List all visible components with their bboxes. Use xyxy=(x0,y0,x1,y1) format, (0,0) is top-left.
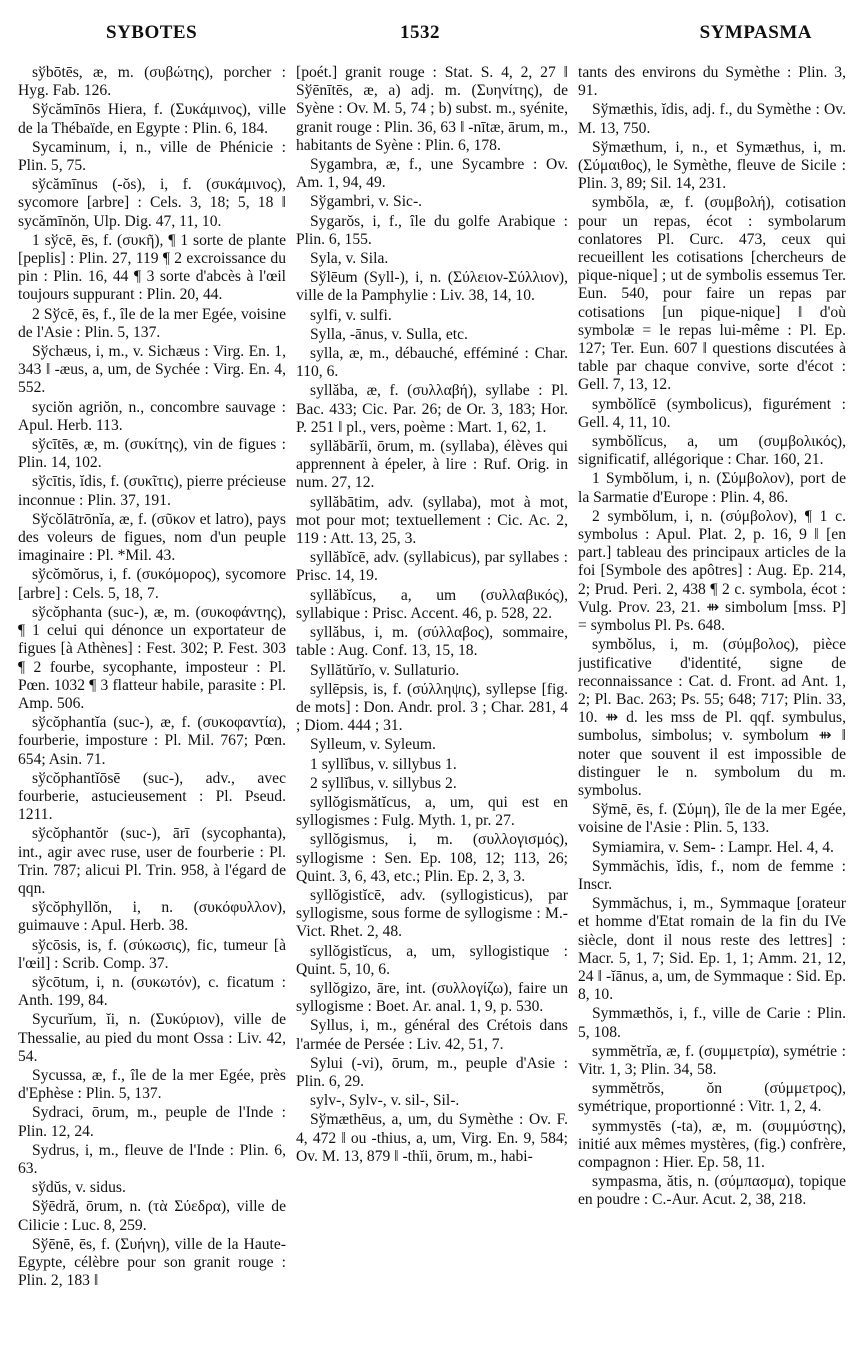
dictionary-entry: sўcămīnus (-ŏs), i, f. (συκάμινος), sycomore [arbre] : Cels. 3, 18; 5, 18 ‖ sycămīnŏn, Ulp. Dig. 47, 11, 10. xyxy=(18,176,286,230)
dictionary-entry: syllăbātim, adv. (syllaba), mot à mot, mot pour mot; textuellement : Cic. Ac. 2, 119 : Att. 13, 25, 3. xyxy=(296,493,568,548)
dictionary-entry: Sygambra, æ, f., une Sycambre : Ov. Am. 1, 94, 49. xyxy=(296,156,568,192)
dictionary-entry: 2 symbŏlum, i, n. (σύμβολον), ¶ 1 c. symbolus : Apul. Plat. 2, p. 16, 9 ‖ [en part.] tableau des principaux articles de la foi [Symbole des apôtres] : Aug. Ep. 214, 2; Prud. Peri. 2, 438 ¶ 2 c. symbola, écot : Vulg. Prov. 23, 21. ⇻ simbolum [mss. P] = symbolus Pl. Ps. 648. xyxy=(578,507,846,635)
dictionary-entry: sўcŏphyllŏn, i, n. (συκόφυλλον), guimauve : Apul. Herb. 38. xyxy=(18,899,286,935)
dictionary-entry: Sycurĭum, ĭi, n. (Συκύριον), ville de Thessalie, au pied du mont Ossa : Liv. 42, 54. xyxy=(18,1011,286,1065)
dictionary-entry: 2 syllĭbus, v. sillybus 2. xyxy=(310,774,457,792)
dictionary-entry: Symmăchus, i, m., Symmaque [orateur et homme d'Etat romain de la fin du IVe siècle, dont il nous reste des lettres] : Macr. 5, 1, 7; Sid. Ep. 1, 1; Amm. 21, 12, 24 ‖ -ĭānus, a, um, de Symmaque : Sid. Ep. 8, 10. xyxy=(578,895,846,1004)
dictionary-entry: sўcŏphantĭa (suc-), æ, f. (συκοφαντία), fourberie, imposture : Pl. Mil. 767; Pœn. 654; Asin. 71. xyxy=(18,714,286,768)
dictionary-entry: Symmæthŏs, i, f., ville de Carie : Plin. 5, 108. xyxy=(578,1005,846,1041)
dictionary-entry: Syllătŭrĭo, v. Sullaturio. xyxy=(310,661,460,679)
running-head xyxy=(44,22,832,48)
dictionary-entry: syllăbĭcus, a, um (συλλαβικός), syllabique : Prisc. Accent. 46, p. 528, 22. xyxy=(296,586,568,622)
dictionary-entry: Sўlēum (Syll-), i, n. (Σύλειον-Σύλλιον), ville de la Pamphylie : Liv. 38, 14, 10. xyxy=(296,269,568,305)
dictionary-entry: syllăba, æ, f. (συλλαβή), syllabe : Pl. Bac. 433; Cic. Par. 26; de Or. 3, 183; Hor. P. 251 ‖ pl., vers, poème : Mart. 1, 62, 1. xyxy=(296,382,568,436)
dictionary-entry: Sygarŏs, i, f., île du golfe Arabique : Plin. 6, 155. xyxy=(296,212,568,248)
dictionary-entry: tants des environs du Symèthe : Plin. 3, 91. xyxy=(578,64,846,100)
dictionary-entry: symbŏlĭcē (symbolicus), figurément : Gell. 4, 11, 10. xyxy=(578,395,846,431)
guide-word-right: SYMPASMA xyxy=(699,22,812,43)
dictionary-entry: Sўgambri, v. Sic-. xyxy=(310,193,423,211)
dictionary-entry: Sўmæthum, i, n., et Symæthus, i, m. (Σύμαιθος), le Symèthe, fleuve de Sicile : Plin. 3, 89; Sil. 14, 231. xyxy=(578,138,846,193)
dictionary-entry: syciŏn agriŏn, n., concombre sauvage : Apul. Herb. 113. xyxy=(18,398,286,434)
dictionary-entry: Sўchæus, i, m., v. Sichæus : Virg. En. 1, 343 ‖ -æus, a, um, de Sychée : Virg. En. 4, 552. xyxy=(18,343,286,397)
dictionary-entry: Sўcŏlātrōnĭa, æ, f. (σῦκον et latro), pays des voleurs de figues, nom d'un peuple imaginaire : Pl. *Mil. 43. xyxy=(18,510,286,565)
dictionary-entry: 1 syllĭbus, v. sillybus 1. xyxy=(310,755,457,773)
dictionary-entry: 2 Sўcē, ēs, f., île de la mer Egée, voisine de l'Asie : Plin. 5, 137. xyxy=(18,305,286,341)
dictionary-entry: 1 sўcē, ēs, f. (συκῆ), ¶ 1 sorte de plante [peplis] : Plin. 27, 119 ¶ 2 excroissance du pin : Plin. 16, 44 ¶ 3 sorte d'abcès à l'œil toujours suppurant : Plin. 20, 44. xyxy=(18,231,286,304)
dictionary-entry: sўcŏmŏrus, i, f. (συκόμορος), sycomore [arbre] : Cels. 5, 18, 7. xyxy=(18,566,286,602)
dictionary-entry: Syllus, i, m., général des Crétois dans l'armée de Persée : Liv. 42, 51, 7. xyxy=(296,1017,568,1053)
dictionary-entry: sympasma, ătis, n. (σύμπασμα), topique en poudre : C.-Aur. Acut. 2, 38, 218. xyxy=(578,1173,846,1209)
dictionary-entry: Symmăchis, ĭdis, f., nom de femme : Inscr. xyxy=(578,857,846,893)
dictionary-entry: syllŏgistĭcē, adv. (syllogisticus), par syllogisme, sous forme de syllogisme : M.-Vict. Rhet. 2, 48. xyxy=(296,886,568,941)
dictionary-entry: sўcŏphantŏr (suc-), ārī (sycophanta), int., agir avec ruse, user de fourberie : Pl. Trin. 787; alicui Pl. Trin. 958, à l'égard de qqn. xyxy=(18,825,286,897)
dictionary-entry: syllŏgismus, i, m. (συλλογισμός), syllogisme : Sen. Ep. 108, 12; 113, 26; Quint. 3, 6, 43, etc.; Plin. Ep. 2, 3, 3. xyxy=(296,831,568,885)
dictionary-entry: syllăbus, i, m. (σύλλαβος), sommaire, table : Aug. Conf. 13, 15, 18. xyxy=(296,624,568,660)
dictionary-entry: sylv-, Sylv-, v. sil-, Sil-. xyxy=(310,1092,460,1110)
dictionary-entry: Sydraci, ōrum, m., peuple de l'Inde : Plin. 12, 24. xyxy=(18,1104,286,1140)
page-number: 1532 xyxy=(400,22,440,43)
entry-columns xyxy=(18,64,846,1352)
dictionary-entry: sўcōsis, is, f. (σύκωσις), fic, tumeur [à l'œil] : Scrib. Comp. 37. xyxy=(18,936,286,972)
guide-word-left: SYBOTES xyxy=(106,22,198,43)
dictionary-entry: sўcŏphantĭōsē (suc-), adv., avec fourberie, astucieusement : Pl. Pseud. 1211. xyxy=(18,769,286,824)
dictionary-entry: sylfi, v. sulfi. xyxy=(310,306,392,324)
dictionary-entry: symbŏla, æ, f. (συμβολή), cotisation pour un repas, écot : symbolarum conlatores Pl. Curc. 473, ceux qui recueillent les cotisations [chercheurs de pique-nique] ; ut de symbolis essemus Ter. Eun. 540, pour faire un repas par cotisations [un pique-nique] ‖ d'où symbolæ = le repas lui-même : Pl. Ep. 127; Ter. Eun. 607 ‖ questions discutées à table par chaque convive, sorte d'écot : Gell. 7, 13, 12. xyxy=(578,194,846,394)
column-left xyxy=(18,64,286,1352)
dictionary-entry: sylla, æ, m., débauché, efféminé : Char. 110, 6. xyxy=(296,345,568,381)
dictionary-entry: Sycaminum, i, n., ville de Phénicie : Plin. 5, 75. xyxy=(18,138,286,175)
dictionary-entry: Sydrus, i, m., fleuve de l'Inde : Plin. 6, 63. xyxy=(18,1141,286,1177)
dictionary-entry: syllŏgistĭcus, a, um, syllogistique : Quint. 5, 10, 6. xyxy=(296,942,568,978)
column-middle xyxy=(296,64,568,1352)
dictionary-entry: Sўēdră, ōrum, n. (τὰ Σύεδρα), ville de Cilicie : Luc. 8, 259. xyxy=(18,1198,286,1234)
dictionary-entry: Sўmæthēus, a, um, du Symèthe : Ov. F. 4, 472 ‖ ou -thius, a, um, Virg. En. 9, 584; Ov. M. 13, 879 ‖ -thĭi, ōrum, m., habi- xyxy=(296,1111,568,1165)
dictionary-entry: Sylleum, v. Syleum. xyxy=(310,736,436,754)
dictionary-entry: Sўmē, ēs, f. (Σύμη), île de la mer Egée, voisine de l'Asie : Plin. 5, 133. xyxy=(578,801,846,837)
dictionary-entry: sўcītis, ĭdis, f. (συκῖτις), pierre précieuse inconnue : Plin. 37, 191. xyxy=(18,473,286,509)
dictionary-entry: syllŏgizo, āre, int. (συλλογίζω), faire un syllogisme : Boet. Ar. anal. 1, 9, p. 530. xyxy=(296,979,568,1016)
column-right xyxy=(578,64,846,1352)
dictionary-entry: Sўēnē, ēs, f. (Συήνη), ville de la Haute-Egypte, célèbre pour son granit rouge : Plin. 2, 183 ‖ xyxy=(18,1235,286,1290)
dictionary-entry: symbŏlĭcus, a, um (συμβολικός), significatif, allégorique : Char. 160, 21. xyxy=(578,433,846,469)
dictionary-entry: symbŏlus, i, m. (σύμβολος), pièce justificative d'identité, signe de reconnaissance : Cat. d. Front. ad Ant. 1, 2; Pl. Bac. 263; Ps. 55; 648; 717; Plin. 33, 10. ⇻ d. les mss de Pl. qqf. symbulus, sumbolus, simbolus; v. symbolum ⇻ ‖ noter que souvent il est impossible de distinguer le n. symbolum du m. symbolus. xyxy=(578,636,846,799)
dictionary-entry: sўcŏphanta (suc-), æ, m. (συκοφάντης), ¶ 1 celui qui dénonce un exportateur de figues [à Athènes] : Fest. 302; P. Fest. 303 ¶ 2 fourbe, sycophante, imposteur : Pl. Pœn. 1032 ¶ 3 flatteur habile, parasite : Pl. Amp. 506. xyxy=(18,603,286,712)
dictionary-entry: symmĕtrŏs, ŏn (σύμμετρος), symétrique, proportionné : Vitr. 1, 2, 4. xyxy=(578,1080,846,1116)
dictionary-entry: Sўcămīnōs Hiera, f. (Συκάμινος), ville de la Thébaïde, en Egypte : Plin. 6, 184. xyxy=(18,101,286,137)
dictionary-entry: syllŏgismătĭcus, a, um, qui est en syllogismes : Fulg. Myth. 1, pr. 27. xyxy=(296,793,568,830)
dictionary-entry: Syla, v. Sila. xyxy=(310,250,389,268)
dictionary-entry: [poét.] granit rouge : Stat. S. 4, 2, 27 ‖ Sўēnītēs, æ, a) adj. m. (Συηνίτης), de Syène : Ov. M. 5, 74 ; b) subst. m., syénite, granit rouge : Plin. 36, 63 ‖ -nītæ, ārum, m., habitants de Syène : Plin. 6, 178. xyxy=(296,64,568,154)
dictionary-entry: Sycussa, æ, f., île de la mer Egée, près d'Ephèse : Plin. 5, 137. xyxy=(18,1066,286,1103)
dictionary-entry: Sylui (-vi), ōrum, m., peuple d'Asie : Plin. 6, 29. xyxy=(296,1054,568,1090)
dictionary-entry: sўcōtum, i, n. (συκωτόν), c. ficatum : Anth. 199, 84. xyxy=(18,973,286,1010)
dictionary-entry: sўdŭs, v. sidus. xyxy=(32,1179,126,1197)
dictionary-entry: Sўmæthis, ĭdis, adj. f., du Symèthe : Ov. M. 13, 750. xyxy=(578,101,846,137)
dictionary-entry: Symiamira, v. Sem- : Lampr. Hel. 4, 4. xyxy=(592,838,834,856)
dictionary-entry: syllăbĭcē, adv. (syllabicus), par syllabes : Prisc. 14, 19. xyxy=(296,549,568,585)
dictionary-entry: symmystēs (-ta), æ, m. (συμμύστης), initié aux mêmes mystères, (fig.) confrère, compagnon : Hier. Ep. 58, 11. xyxy=(578,1117,846,1171)
dictionary-entry: 1 Symbŏlum, i, n. (Σύμβολον), port de la Sarmatie d'Europe : Plin. 4, 86. xyxy=(578,470,846,506)
dictionary-entry: Sylla, -ānus, v. Sulla, etc. xyxy=(310,325,468,343)
dictionary-entry: syllēpsis, is, f. (σύλληψις), syllepse [fig. de mots] : Don. Andr. prol. 3 ; Char. 281, 4 ; Diom. 444 ; 31. xyxy=(296,680,568,735)
dictionary-entry: symmĕtrĭa, æ, f. (συμμετρία), symétrie : Vitr. 1, 3; Plin. 34, 58. xyxy=(578,1042,846,1078)
dictionary-entry: syllăbārĭi, ōrum, m. (syllaba), élèves qui apprennent à épeler, à lire : Ruf. Orig. in num. 27, 12. xyxy=(296,438,568,492)
dictionary-entry: sўbōtēs, æ, m. (συβώτης), porcher : Hyg. Fab. 126. xyxy=(18,64,286,100)
dictionary-entry: sўcītēs, æ, m. (συκίτης), vin de figues : Plin. 14, 102. xyxy=(18,436,286,472)
